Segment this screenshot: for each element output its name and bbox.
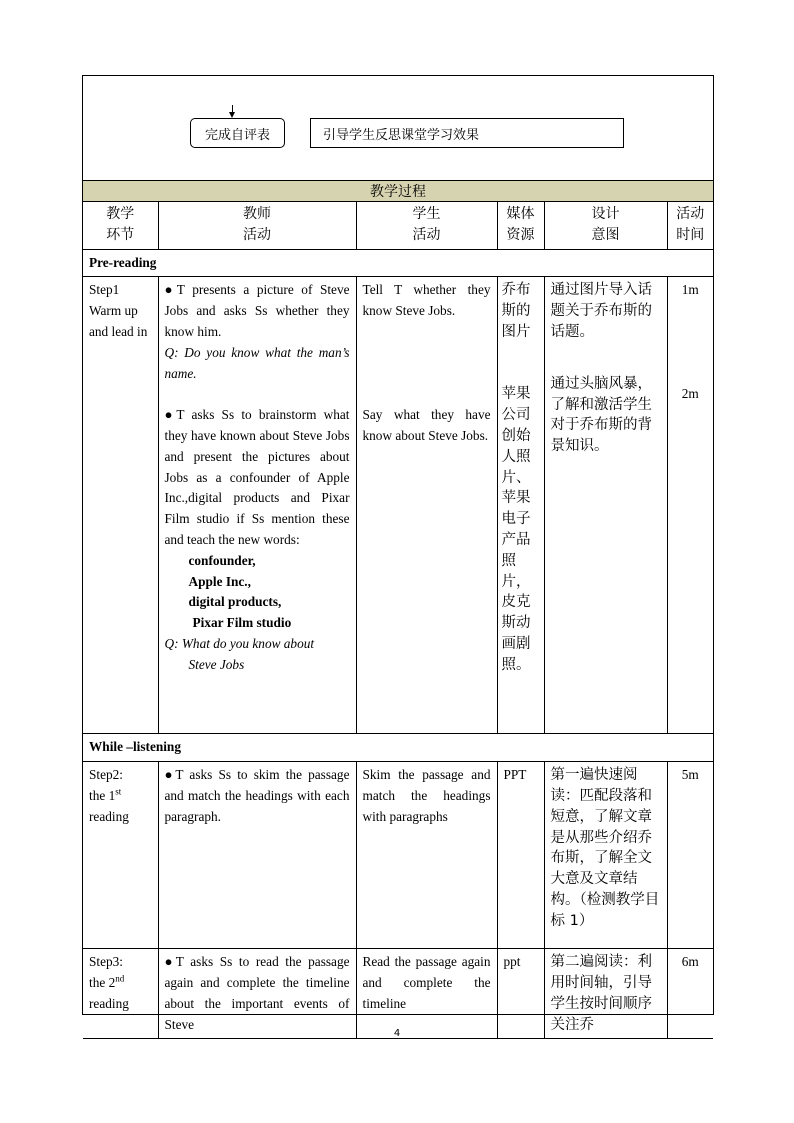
stage-text-reading: reading xyxy=(89,808,129,824)
header-media-line2: 资源 xyxy=(506,226,535,243)
teacher-activity-b: ●T asks Ss to brainstorm what they have known about Steve Jobs and present the pictures about Jobs as a confounder of Apple Inc.,digital products and Pixar Film studio if Ss mention these and teach the new words: xyxy=(164,407,350,547)
stage-text-reading: reading xyxy=(89,995,129,1011)
flow-box-reflection: 引导学生反思课堂学习效果 xyxy=(310,118,624,148)
spacer xyxy=(363,322,491,405)
media-a: 乔布斯的图片 xyxy=(501,282,531,340)
media-cell: ppt xyxy=(497,949,544,1039)
header-time-line1: 活动 xyxy=(676,206,705,222)
design-a: 通过图片导入话题关于乔布斯的话题。 xyxy=(550,282,652,340)
teacher-activity-cell xyxy=(158,277,356,734)
lesson-plan-frame xyxy=(82,75,714,1033)
time-b: 2m xyxy=(681,386,699,402)
teacher-activity-cell: ●T asks Ss to read the passage again and complete the timeline about the important events of Steve xyxy=(158,949,356,1039)
header-student-line2: 活动 xyxy=(412,226,441,243)
media-cell xyxy=(497,277,544,734)
header-design xyxy=(544,201,667,249)
table-row-step2 xyxy=(83,762,713,949)
teacher-activity-cell: ●T asks Ss to skim the passage and match the headings with each paragraph. xyxy=(158,762,356,949)
header-design-line1: 设计 xyxy=(591,206,620,222)
header-time xyxy=(667,201,713,249)
header-time-line2: 时间 xyxy=(676,226,705,243)
student-activity-cell: Read the passage again and complete the timeline xyxy=(356,949,497,1039)
flow-box-self-evaluation: 完成自评表 xyxy=(190,118,285,148)
stage-reading-number xyxy=(89,973,152,994)
header-media xyxy=(497,201,544,249)
stage-cell xyxy=(83,949,158,1039)
stage-sup: nd xyxy=(115,973,125,984)
spacer xyxy=(502,343,540,385)
teacher-question-2: Q: What do you know about xyxy=(164,635,315,651)
student-activity-cell xyxy=(356,277,497,734)
phase-label: While –listening xyxy=(83,734,713,762)
stage-sup: st xyxy=(115,786,122,797)
header-media-line1: 媒体 xyxy=(506,206,535,222)
header-student xyxy=(356,201,497,249)
table-row-step3 xyxy=(83,949,713,1039)
header-design-line2: 意图 xyxy=(591,226,620,243)
stage-label: Step2: xyxy=(89,767,123,783)
table-row-step1 xyxy=(83,277,713,734)
design-intent-cell: 第一遍快速阅读：匹配段落和短意，了解文章是从那些介绍乔布斯，了解全文大意及文章结构。（检测教学目标 1） xyxy=(544,762,667,949)
stage-cell xyxy=(83,762,158,949)
stage-text: the 1 xyxy=(89,787,116,803)
media-b: 苹果公司创始人照片、苹果电子产品照片，皮克斯动画剧照。 xyxy=(501,386,531,673)
flowchart-area xyxy=(83,76,713,180)
student-activity-a: Tell T whether they know Steve Jobs. xyxy=(362,282,491,319)
phase-row-pre-reading xyxy=(83,249,713,277)
phase-row-while-listening xyxy=(83,734,713,762)
design-intent-cell xyxy=(544,277,667,734)
new-word: digital products, xyxy=(188,594,282,610)
header-stage-line2: 环节 xyxy=(106,226,135,243)
header-stage-line1: 教学 xyxy=(106,206,135,222)
stage-text: the 2 xyxy=(89,974,116,990)
time-cell: 6m xyxy=(667,949,713,1039)
student-activity-cell: Skim the passage and match the headings with paragraphs xyxy=(356,762,497,949)
header-teacher xyxy=(158,201,356,249)
teacher-question-1: Q: Do you know what the man’s name. xyxy=(164,344,350,381)
time-a: 1m xyxy=(681,282,699,298)
student-activity-b: Say what they have know about Steve Jobs. xyxy=(362,407,491,443)
media-cell: PPT xyxy=(497,762,544,949)
new-word: confounder, xyxy=(188,552,256,568)
header-row xyxy=(83,201,713,249)
phase-label: Pre-reading xyxy=(83,249,713,277)
section-title: 教学过程 xyxy=(83,180,713,202)
header-student-line1: 学生 xyxy=(412,206,441,222)
spacer xyxy=(551,343,661,374)
design-b: 通过头脑风暴，了解和激活学生对于乔布斯的背景知识。 xyxy=(550,375,652,455)
teaching-process-table xyxy=(83,201,713,1039)
time-cell: 5m xyxy=(667,762,713,949)
header-teacher-line2: 活动 xyxy=(243,226,271,243)
teacher-question-2-cont: Steve Jobs xyxy=(188,656,245,672)
spacer xyxy=(674,301,708,384)
stage-label: Step3: xyxy=(89,954,123,970)
new-word: Pixar Film studio xyxy=(192,615,292,631)
design-intent-cell: 第二遍阅读：利用时间轴，引导学生按时间顺序关注乔 xyxy=(544,949,667,1039)
header-teacher-line1: 教师 xyxy=(243,206,271,222)
stage-cell: Step1 Warm up and lead in xyxy=(83,277,158,734)
spacer xyxy=(165,384,350,405)
header-stage xyxy=(83,201,158,249)
time-cell xyxy=(667,277,713,734)
page-number: 4 xyxy=(393,1028,401,1039)
new-word: Apple Inc., xyxy=(188,573,251,589)
stage-reading-number xyxy=(89,786,152,807)
teacher-activity-a: ●T presents a picture of Steve Jobs and asks Ss whether they know him. xyxy=(164,282,350,339)
